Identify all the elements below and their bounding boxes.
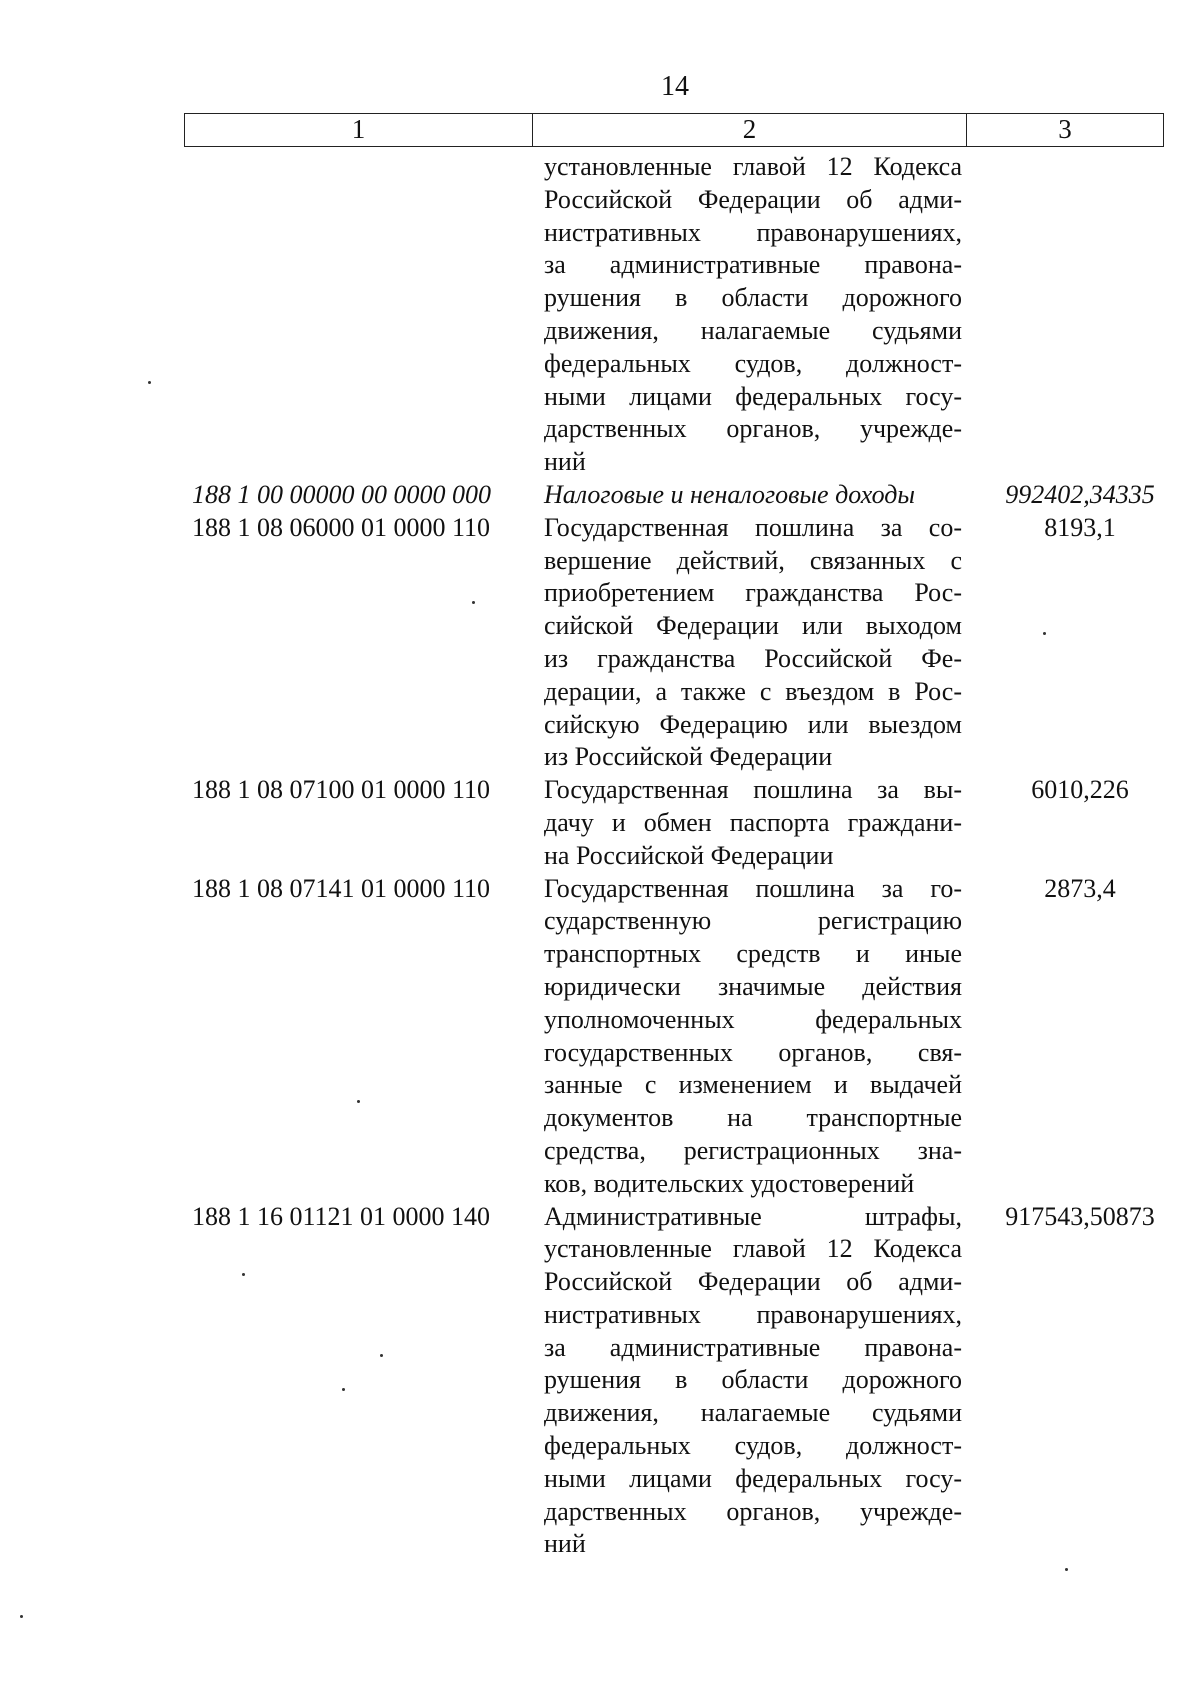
income-description — [544, 873, 962, 1201]
description-line: рушения в области дорожного — [544, 283, 962, 313]
scan-speck — [20, 1615, 23, 1618]
budget-code: 188 1 08 06000 01 0000 110 — [192, 512, 491, 542]
description-line: приобретением гражданства Рос- — [544, 578, 962, 608]
income-description — [544, 151, 962, 479]
table-row — [0, 873, 1200, 1201]
description-line: движения, налагаемые судьями — [544, 315, 962, 345]
description-line: средства, регистрационных зна- — [544, 1135, 962, 1165]
description-line: ными лицами федеральных госу- — [544, 381, 962, 411]
description-line: из Российской Федерации — [544, 742, 833, 772]
amount-value: 992402,34335 — [1005, 479, 1155, 509]
description-line: государственных органов, свя- — [544, 1037, 962, 1067]
description-line: дарственных органов, учрежде- — [544, 414, 962, 444]
description-line: Российской Федерации об адми- — [544, 184, 962, 214]
header-col-1: 1 — [185, 114, 533, 146]
budget-code: 188 1 08 07100 01 0000 110 — [192, 775, 491, 805]
description-line: ков, водительских удостоверений — [544, 1168, 915, 1198]
table-row — [0, 479, 1200, 512]
scan-speck — [242, 1273, 245, 1276]
description-line: уполномоченных федеральных — [544, 1004, 962, 1034]
description-line: за административные правона- — [544, 1332, 962, 1362]
description-line: ний — [544, 447, 586, 477]
description-line: Государственная пошлина за го- — [544, 873, 962, 903]
description-line: Налоговые и неналоговые доходы — [544, 479, 916, 509]
table-row — [0, 1201, 1200, 1562]
description-line: Государственная пошлина за вы- — [544, 775, 962, 805]
budget-code: 188 1 16 01121 01 0000 140 — [192, 1201, 491, 1231]
description-line: рушения в области дорожного — [544, 1365, 962, 1395]
description-line: нистративных правонарушениях, — [544, 1299, 962, 1329]
header-col-2: 2 — [533, 114, 967, 146]
scan-speck — [342, 1388, 345, 1391]
scan-speck — [1043, 632, 1046, 635]
description-line: транспортных средств и иные — [544, 939, 962, 969]
description-line: ными лицами федеральных госу- — [544, 1463, 962, 1493]
description-line: сийской Федерации или выходом — [544, 611, 962, 641]
scan-speck — [148, 381, 151, 384]
description-line: Российской Федерации об адми- — [544, 1267, 962, 1297]
amount-value: 6010,226 — [1031, 775, 1129, 805]
description-line: сударственную регистрацию — [544, 906, 962, 936]
description-line: нистративных правонарушениях, — [544, 217, 962, 247]
scan-speck — [380, 1354, 383, 1357]
scan-speck — [472, 601, 475, 604]
description-line: ний — [544, 1529, 586, 1559]
income-description — [544, 512, 962, 774]
description-line: Административные штрафы, — [544, 1201, 962, 1231]
table-row — [0, 512, 1200, 774]
table-row — [0, 774, 1200, 872]
description-line: на Российской Федерации — [544, 840, 834, 870]
description-line: дачу и обмен паспорта граждани- — [544, 807, 962, 837]
income-description — [544, 479, 962, 512]
income-description — [544, 1201, 962, 1562]
description-line: дерации, а также с въездом в Рос- — [544, 676, 962, 706]
scan-speck — [1065, 1568, 1068, 1571]
page-number: 14 — [661, 71, 689, 102]
description-line: движения, налагаемые судьями — [544, 1398, 962, 1428]
budget-code: 188 1 08 07141 01 0000 110 — [192, 873, 491, 903]
scan-speck — [357, 1100, 360, 1103]
table-body — [0, 151, 1200, 1561]
description-line: юридически значимые действия — [544, 971, 962, 1001]
table-header — [184, 113, 1164, 147]
description-line: дарственных органов, учрежде- — [544, 1496, 962, 1526]
description-line: сийскую Федерацию или выездом — [544, 709, 962, 739]
description-line: федеральных судов, должност- — [544, 1431, 962, 1461]
description-line: федеральных судов, должност- — [544, 348, 962, 378]
description-line: Государственная пошлина за со- — [544, 512, 962, 542]
amount-value: 2873,4 — [1044, 873, 1116, 903]
description-line: занные с изменением и выдачей — [544, 1070, 962, 1100]
amount-value: 8193,1 — [1044, 512, 1116, 542]
description-line: установленные главой 12 Кодекса — [544, 1234, 962, 1264]
table-row — [0, 151, 1200, 479]
amount-value: 917543,50873 — [1005, 1201, 1155, 1231]
description-line: документов на транспортные — [544, 1103, 962, 1133]
description-line: за административные правона- — [544, 250, 962, 280]
header-col-3: 3 — [1058, 114, 1072, 144]
budget-code: 188 1 00 00000 00 0000 000 — [192, 479, 491, 509]
description-line: из гражданства Российской Фе- — [544, 643, 962, 673]
income-description — [544, 774, 962, 872]
description-line: установленные главой 12 Кодекса — [544, 152, 962, 181]
description-line: вершение действий, связанных с — [544, 545, 962, 575]
